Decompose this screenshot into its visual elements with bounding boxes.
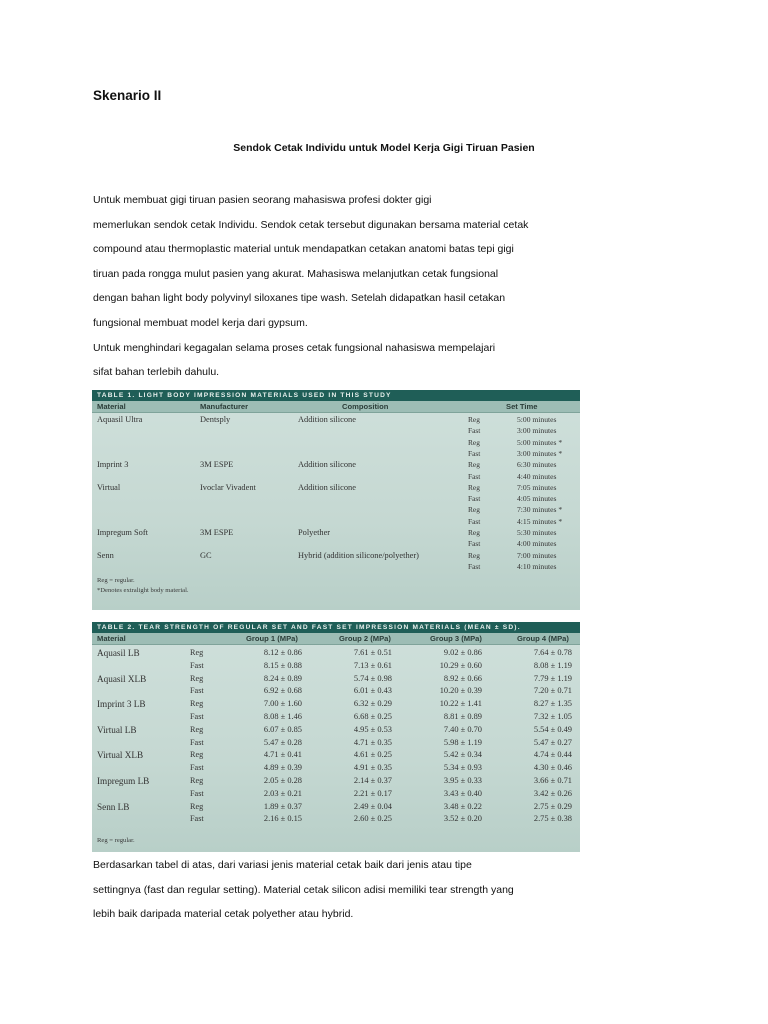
cell-group2: 2.21 ± 0.17 (353, 788, 392, 798)
cell-group1: 8.12 ± 0.86 (263, 648, 302, 657)
cell-set-type: Fast (468, 539, 481, 549)
header-group2: Group 2 (MPa) (339, 634, 391, 643)
cell-group2: 4.61 ± 0.25 (353, 750, 392, 760)
cell-group2: 7.61 ± 0.51 (353, 648, 392, 657)
cell-set-type: Fast (190, 763, 204, 773)
cell-group3: 3.48 ± 0.22 (443, 801, 482, 811)
cell-group4: 8.08 ± 1.19 (533, 660, 572, 670)
cell-set-time: 4:00 minutes (517, 539, 557, 549)
cell-manufacturer: Ivoclar Vivadent (200, 482, 256, 492)
cell-group4: 5.47 ± 0.27 (533, 737, 572, 747)
cell-material: Aquasil XLB (97, 673, 147, 684)
header-group3: Group 3 (MPa) (430, 634, 482, 643)
cell-composition: Polyether (298, 528, 331, 537)
cell-group1: 8.15 ± 0.88 (263, 660, 302, 670)
cell-material: Aquasil LB (97, 648, 140, 658)
header-set-time: Set Time (506, 402, 538, 411)
table-footnote: Reg = regular. (97, 577, 135, 584)
cell-group4: 7.79 ± 1.19 (533, 673, 572, 683)
table-caption: TABLE 1. LIGHT BODY IMPRESSION MATERIALS USED IN THIS STUDY (92, 390, 580, 401)
cell-group2: 7.13 ± 0.61 (353, 660, 392, 670)
cell-group1: 6.92 ± 0.68 (263, 686, 302, 696)
cell-set-type: Fast (190, 788, 204, 798)
cell-set-time: 7:05 minutes (517, 482, 557, 492)
text-line: dengan bahan light body polyvinyl siloxanes tipe wash. Setelah didapatkan hasil cetakan (93, 292, 506, 305)
cell-group3: 7.40 ± 0.70 (443, 724, 482, 734)
cell-group3: 10.29 ± 0.60 (439, 660, 482, 670)
header-composition: Composition (342, 402, 389, 411)
table-header-row (92, 401, 580, 413)
cell-group1: 4.71 ± 0.41 (263, 750, 302, 760)
cell-group3: 3.95 ± 0.33 (443, 776, 482, 785)
cell-group3: 5.34 ± 0.93 (443, 763, 482, 773)
cell-set-type: Reg (190, 724, 204, 734)
cell-material: Senn LB (97, 801, 130, 812)
text-line: sifat bahan terlebih dahulu. (93, 366, 220, 379)
cell-material: Impregum LB (97, 776, 150, 786)
cell-set-type: Reg (468, 505, 480, 515)
cell-material: Virtual XLB (97, 750, 144, 761)
text-line: Berdasarkan tabel di atas, dari variasi jenis material cetak baik dari jenis atau tipe (93, 859, 472, 871)
cell-composition: Addition silicone (298, 415, 356, 424)
cell-set-time: 4:15 minutes * (517, 516, 563, 526)
header-material: Material (97, 402, 126, 411)
table-footnote: *Denotes extralight body material. (97, 587, 189, 594)
cell-group4: 3.42 ± 0.26 (533, 788, 572, 798)
cell-set-time: 5:00 minutes (517, 415, 557, 424)
text-line: lebih baik daripada material cetak polyether atau hybrid. (93, 908, 354, 921)
cell-group2: 6.68 ± 0.25 (353, 712, 392, 721)
cell-composition: Hybrid (addition silicone/polyether) (298, 550, 419, 560)
conclusion-paragraph (93, 853, 613, 927)
intro-paragraph (93, 188, 613, 385)
cell-group3: 5.42 ± 0.34 (443, 750, 482, 760)
text-line: compound atau thermoplastic material untuk mendapatkan cetakan anatomi batas tepi gigi (93, 243, 514, 256)
cell-material: Virtual LB (97, 724, 137, 735)
cell-group4: 5.54 ± 0.49 (533, 724, 572, 734)
table-light-body-materials (92, 390, 580, 610)
cell-group3: 5.98 ± 1.19 (443, 737, 482, 747)
cell-group3: 9.02 ± 0.86 (443, 648, 482, 657)
document-title: Sendok Cetak Individu untuk Model Kerja Gigi Tiruan Pasien (233, 142, 535, 154)
table-tear-strength (92, 622, 580, 852)
text-line: fungsional membuat model kerja dari gypsum. (93, 316, 308, 329)
cell-set-type: Reg (468, 550, 480, 560)
cell-manufacturer: 3M ESPE (200, 460, 234, 470)
cell-set-type: Fast (190, 712, 204, 721)
cell-set-type: Reg (190, 699, 204, 709)
cell-set-time: 7:30 minutes * (517, 505, 563, 515)
cell-group1: 2.16 ± 0.15 (263, 814, 302, 824)
cell-material: Virtual (97, 482, 121, 492)
table-header-row (92, 633, 580, 645)
text-line: tiruan pada rongga mulut pasien yang akurat. Mahasiswa melanjutkan cetak fungsional (93, 267, 499, 280)
header-manufacturer: Manufacturer (200, 402, 249, 411)
cell-set-type: Fast (468, 561, 481, 571)
cell-set-type: Fast (468, 516, 481, 526)
cell-group2: 5.74 ± 0.98 (353, 673, 392, 683)
cell-material: Senn (97, 550, 114, 560)
cell-group2: 2.49 ± 0.04 (353, 801, 392, 811)
cell-group4: 4.74 ± 0.44 (533, 750, 572, 760)
cell-set-type: Reg (468, 437, 480, 447)
cell-group3: 8.81 ± 0.89 (443, 712, 482, 721)
cell-group4: 2.75 ± 0.38 (533, 814, 572, 824)
cell-group2: 4.95 ± 0.53 (353, 724, 392, 734)
cell-group1: 2.03 ± 0.21 (263, 788, 302, 798)
cell-set-type: Reg (468, 460, 480, 470)
cell-set-type: Reg (190, 673, 204, 683)
cell-set-time: 3:00 minutes (517, 426, 557, 436)
cell-group4: 2.75 ± 0.29 (533, 801, 572, 811)
cell-set-type: Fast (468, 471, 481, 481)
cell-set-type: Fast (190, 814, 204, 824)
cell-set-type: Fast (190, 737, 204, 747)
cell-set-type: Reg (468, 528, 480, 537)
cell-group2: 6.32 ± 0.29 (353, 699, 392, 709)
section-heading: Skenario II (93, 88, 162, 103)
cell-set-type: Fast (468, 426, 481, 436)
cell-group4: 8.27 ± 1.35 (533, 699, 572, 709)
cell-group2: 2.14 ± 0.37 (353, 776, 392, 785)
cell-set-type: Fast (190, 660, 204, 670)
text-line: Untuk menghindari kegagalan selama proses cetak fungsional nahasiswa mempelajari (93, 341, 496, 354)
cell-group1: 4.89 ± 0.39 (263, 763, 302, 773)
cell-group1: 2.05 ± 0.28 (263, 776, 302, 785)
cell-group4: 7.64 ± 0.78 (533, 648, 572, 657)
cell-group2: 2.60 ± 0.25 (353, 814, 392, 824)
cell-group3: 8.92 ± 0.66 (443, 673, 482, 683)
cell-group4: 3.66 ± 0.71 (533, 776, 572, 785)
cell-manufacturer: GC (200, 550, 212, 560)
cell-set-time: 6:30 minutes (517, 460, 557, 470)
cell-set-type: Fast (468, 448, 481, 458)
cell-group1: 5.47 ± 0.28 (263, 737, 302, 747)
header-material: Material (97, 634, 126, 643)
cell-composition: Addition silicone (298, 460, 356, 470)
header-group1: Group 1 (MPa) (246, 634, 298, 643)
cell-set-type: Fast (190, 686, 204, 696)
cell-group4: 4.30 ± 0.46 (533, 763, 572, 773)
table-caption: TABLE 2. TEAR STRENGTH OF REGULAR SET AND FAST SET IMPRESSION MATERIALS (MEAN ± SD). (92, 622, 580, 633)
cell-group1: 8.08 ± 1.46 (263, 712, 302, 721)
cell-material: Impregum Soft (97, 528, 148, 537)
cell-manufacturer: 3M ESPE (200, 528, 234, 537)
cell-set-time: 3:00 minutes * (517, 448, 563, 458)
cell-set-type: Fast (468, 494, 481, 504)
text-line: settingnya (fast dan regular setting). Material cetak silicon adisi memiliki tear strength yang (93, 883, 514, 896)
cell-material: Imprint 3 (97, 460, 129, 470)
cell-manufacturer: Dentsply (200, 415, 231, 424)
cell-set-type: Reg (190, 801, 204, 811)
cell-material: Aquasil Ultra (97, 415, 143, 424)
text-line: Untuk membuat gigi tiruan pasien seorang mahasiswa profesi dokter gigi (93, 194, 432, 206)
cell-group1: 6.07 ± 0.85 (263, 724, 302, 734)
cell-set-time: 4:10 minutes (517, 561, 557, 571)
cell-set-type: Reg (190, 776, 204, 785)
cell-group3: 10.20 ± 0.39 (439, 686, 482, 696)
cell-set-type: Reg (468, 415, 480, 424)
cell-set-type: Reg (190, 648, 204, 657)
cell-set-type: Reg (190, 750, 204, 760)
cell-set-time: 5:00 minutes * (517, 437, 563, 447)
cell-group1: 1.89 ± 0.37 (263, 801, 302, 811)
text-line: memerlukan sendok cetak Individu. Sendok cetak tersebut digunakan bersama material cetak (93, 218, 529, 231)
cell-set-type: Reg (468, 482, 480, 492)
cell-set-time: 7:00 minutes (517, 550, 557, 560)
cell-group4: 7.20 ± 0.71 (533, 686, 572, 696)
header-group4: Group 4 (MPa) (517, 634, 569, 643)
cell-group2: 6.01 ± 0.43 (353, 686, 392, 696)
cell-group3: 10.22 ± 1.41 (439, 699, 482, 709)
cell-group4: 7.32 ± 1.05 (533, 712, 572, 721)
cell-composition: Addition silicone (298, 482, 356, 492)
cell-set-time: 4:05 minutes (517, 494, 557, 504)
cell-group1: 8.24 ± 0.89 (263, 673, 302, 683)
table-footnote: Reg = regular. (97, 837, 135, 844)
cell-set-time: 5:30 minutes (517, 528, 557, 537)
cell-group3: 3.52 ± 0.20 (443, 814, 482, 824)
cell-group2: 4.71 ± 0.35 (353, 737, 392, 747)
cell-group3: 3.43 ± 0.40 (443, 788, 482, 798)
cell-material: Imprint 3 LB (97, 699, 146, 710)
cell-set-time: 4:40 minutes (517, 471, 557, 481)
cell-group2: 4.91 ± 0.35 (353, 763, 392, 773)
cell-group1: 7.00 ± 1.60 (263, 699, 302, 709)
